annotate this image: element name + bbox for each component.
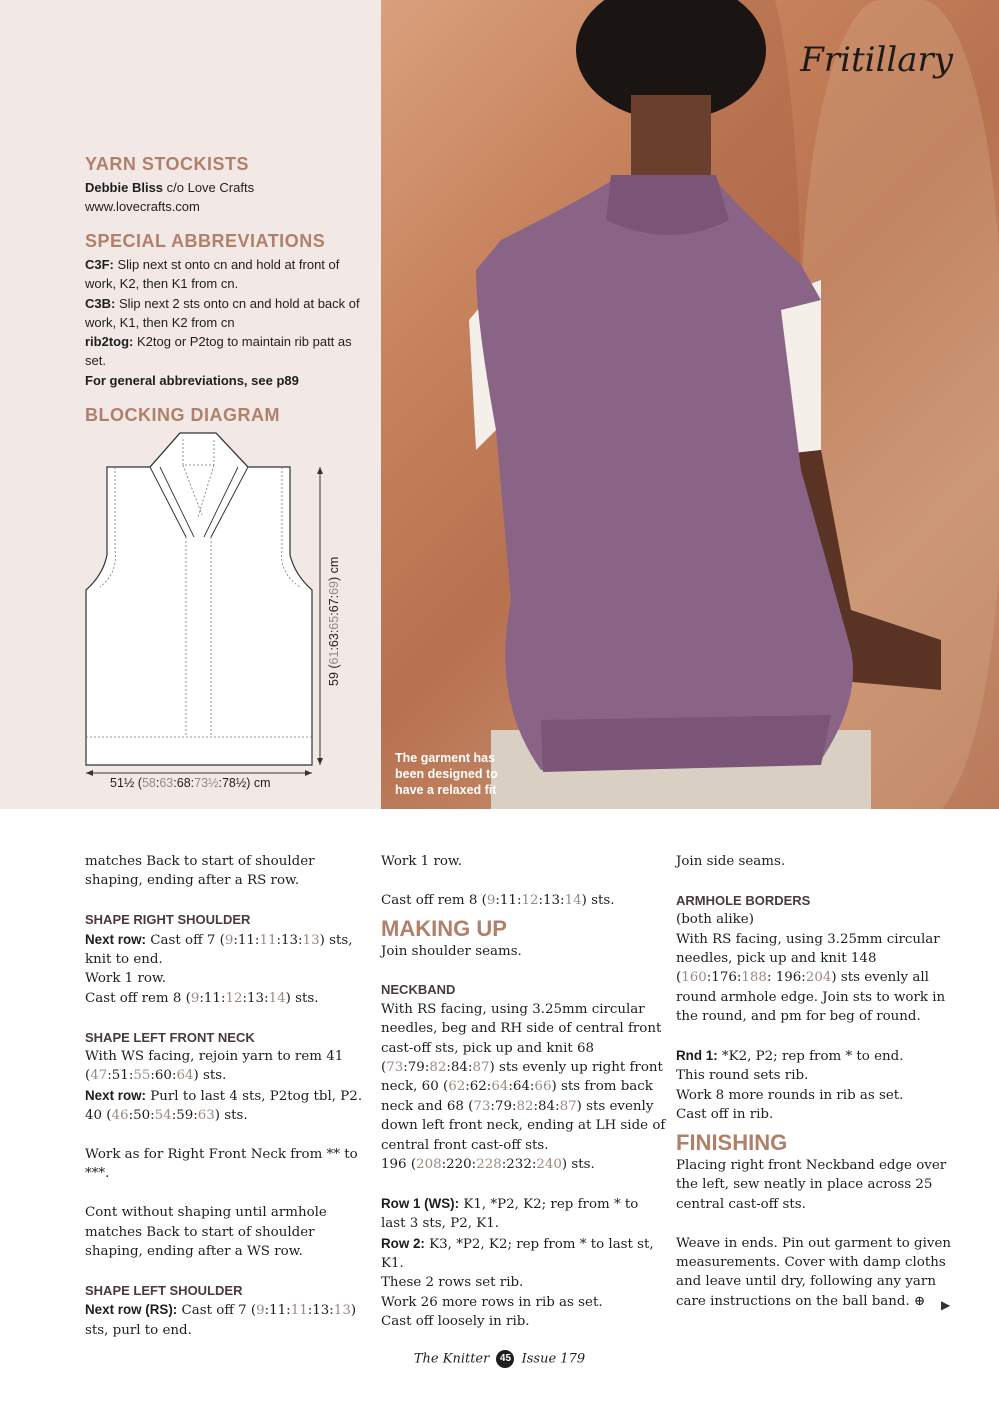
- instructions-column-1: [85, 852, 370, 1340]
- instruction-line: (both alike): [676, 912, 754, 928]
- vest-collar: [606, 175, 729, 235]
- instruction-line: Work 26 more rows in rib as set.: [381, 1294, 603, 1310]
- model-neck: [631, 95, 711, 185]
- garment-outline: [86, 433, 312, 765]
- armhole-instructions: With RS facing, using 3.25mm circular needles, pick up and knit 148 (160:176:188: 196:204) sts evenly all round armhole edge. Join sts to work in the round, and pm for beg of round.: [676, 931, 946, 1025]
- stockist-url[interactable]: www.lovecrafts.com: [85, 199, 200, 215]
- special-abbreviations-list: [85, 255, 365, 390]
- section-heading: NECKBAND: [381, 982, 456, 998]
- instruction-line: Cast off loosely in rib.: [381, 1314, 530, 1330]
- instruction-line: Work 1 row.: [85, 971, 167, 987]
- making-up-heading: MAKING UP: [381, 915, 507, 941]
- finishing-heading: FINISHING: [676, 1130, 788, 1156]
- instruction-line: Cast off in rib.: [676, 1107, 774, 1123]
- paragraph: matches Back to start of shoulder shaping, ending after a RS row.: [85, 854, 315, 889]
- section-heading: SHAPE LEFT SHOULDER: [85, 1282, 243, 1298]
- paragraph: Work as for Right Front Neck from ** to ***.: [85, 1147, 358, 1182]
- paragraph: Weave in ends. Pin out garment to given measurements. Cover with damp cloths and leave until dry, following any yarn care instructions on the ball band. ⊕: [676, 1235, 951, 1309]
- instruction-line: With WS facing, rejoin yarn to rem 41 (47:51:55:60:64) sts.: [85, 1049, 344, 1084]
- page-footer: [0, 1350, 999, 1368]
- photo-caption: The garment has been designed to have a relaxed fit: [395, 751, 498, 797]
- abbr-item: C3F: Slip next st onto cn and hold at front of work, K2, then K1 from cn.: [85, 257, 340, 292]
- issue-number: Issue 179: [521, 1351, 586, 1367]
- magazine-name: The Knitter: [413, 1351, 490, 1367]
- end-mark-icon: ⊕: [914, 1293, 926, 1309]
- knit-vest: [476, 175, 853, 770]
- paragraph: Placing right front Neckband edge over the left, sew neatly in place across 25 central cast-off sts.: [676, 1158, 947, 1212]
- instruction-line: Rnd 1: *K2, P2; rep from * to end.: [676, 1048, 904, 1065]
- pattern-title: Fritillary: [800, 40, 953, 80]
- paragraph: Cont without shaping until armhole matches Back to start of shoulder shaping, ending after a WS row.: [85, 1205, 327, 1260]
- paragraph: Join side seams.: [676, 854, 786, 869]
- instruction-line: Next row: Cast off 7 (9:11:11:13:13) sts, knit to end.: [85, 931, 353, 968]
- stockist-brand-rest: c/o Love Crafts: [163, 180, 255, 195]
- instruction-line: Work 8 more rounds in rib as set.: [676, 1087, 904, 1103]
- instruction-line: 196 (208:220:228:232:240) sts.: [381, 1157, 595, 1173]
- garment-photo: [381, 0, 999, 809]
- paragraph: Join shoulder seams.: [381, 943, 522, 959]
- model-figure: [381, 0, 999, 809]
- stockist-brand: Debbie Bliss: [85, 180, 164, 195]
- section-heading: ARMHOLE BORDERS: [676, 892, 811, 908]
- blocking-diagram-heading: BLOCKING DIAGRAM: [85, 405, 280, 425]
- general-abbr-note: For general abbreviations, see p89: [85, 372, 299, 388]
- neckband-instructions: With RS facing, using 3.25mm circular needles, beg and RH side of central front cast-off sts, pick up and knit 68 (73:79:82:84:87) sts evenly up right front neck, 60 (62:62:64:64:66) sts from back neck and 68 (73:79:82:84:87) sts evenly down left front neck, ending at LH side of central front cast-off sts.: [381, 1001, 666, 1153]
- height-measurement: 59 (61:63:65:67:69) cm: [327, 556, 341, 686]
- instruction-line: Row 2: K3, *P2, K2; rep from * to last st, K1.: [381, 1235, 654, 1272]
- vest-hem: [541, 715, 831, 772]
- instructions-column-2: [381, 852, 666, 1332]
- blocking-diagram: [80, 425, 350, 795]
- width-measurement: 51½ (58:63:68:73½:78½) cm: [110, 776, 271, 790]
- abbr-item: rib2tog: K2tog or P2tog to maintain rib patt as set.: [85, 334, 352, 369]
- special-abbreviations-heading: SPECIAL ABBREVIATIONS: [85, 231, 326, 251]
- abbr-item: C3B: Slip next 2 sts onto cn and hold at back of work, K1, then K2 from cn: [85, 295, 360, 330]
- instruction-line: Next row: Purl to last 4 sts, P2tog tbl, P2. 40 (46:50:54:59:63) sts.: [85, 1087, 363, 1124]
- instruction-line: This round sets rib.: [676, 1068, 809, 1084]
- next-page-arrow-icon: ▶: [941, 1298, 951, 1312]
- paragraph: Work 1 row.: [381, 854, 463, 869]
- instructions-column-3: [676, 852, 961, 1311]
- section-heading: SHAPE RIGHT SHOULDER: [85, 912, 251, 928]
- section-heading: SHAPE LEFT FRONT NECK: [85, 1029, 255, 1045]
- instruction-line: Cast off rem 8 (9:11:12:13:14) sts.: [85, 990, 319, 1006]
- instruction-line: These 2 rows set rib.: [381, 1275, 524, 1291]
- page-number: 45: [496, 1350, 514, 1368]
- yarn-stockists-text: [85, 178, 365, 217]
- instruction-line: Row 1 (WS): K1, *P2, K2; rep from * to last 3 sts, P2, K1.: [381, 1195, 639, 1232]
- yarn-stockists-heading: YARN STOCKISTS: [85, 154, 250, 174]
- instruction-line: Cast off rem 8 (9:11:12:13:14) sts.: [381, 892, 615, 908]
- instruction-line: Next row (RS): Cast off 7 (9:11:11:13:13) sts, purl to end.: [85, 1302, 357, 1338]
